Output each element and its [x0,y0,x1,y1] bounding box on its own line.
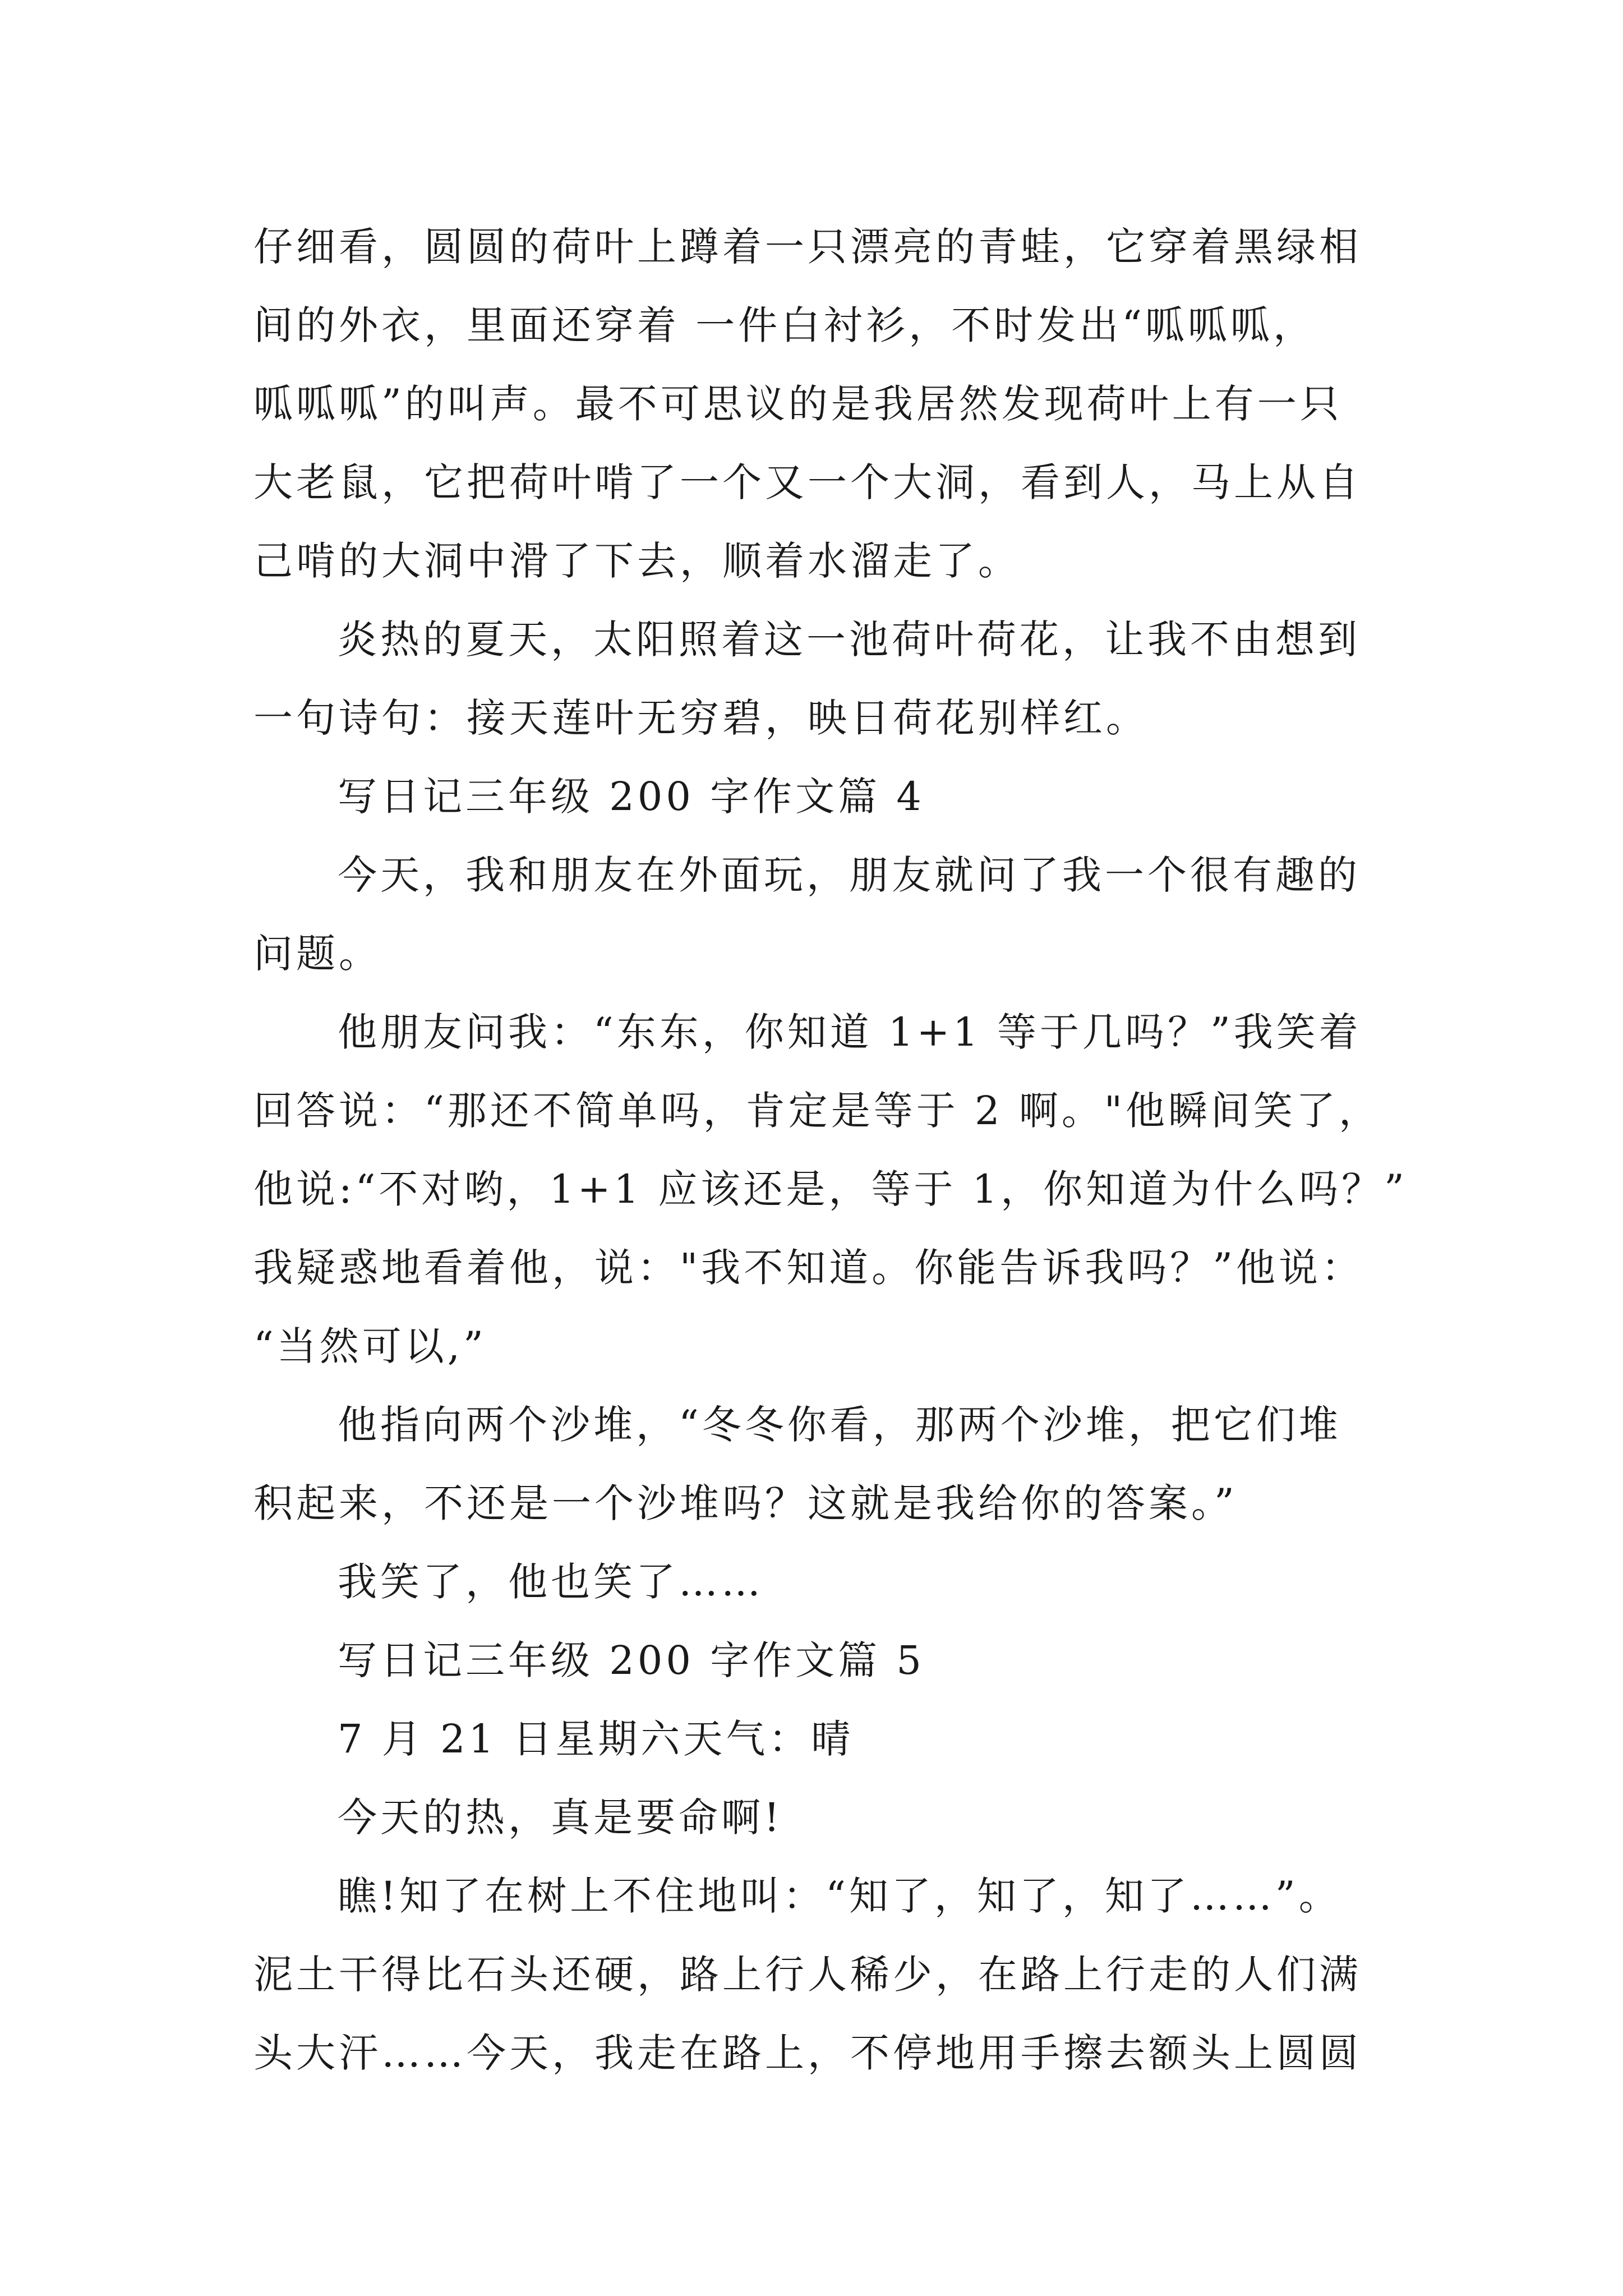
paragraph-line: 今天，我和朋友在外面玩，朋友就问了我一个很有趣的 [338,852,1361,898]
paragraph-line: 他指向两个沙堆，“冬冬你看，那两个沙堆，把它们堆 [338,1402,1341,1448]
paragraph-line: 问题。 [253,931,381,977]
diary-date-line: 7 月 21 日星期六天气：晴 [338,1716,854,1762]
paragraph-line: 他朋友问我：“东东，你知道 1+1 等于几吗？”我笑着 [338,1009,1362,1055]
paragraph-line: 回答说：“那还不简单吗，肯定是等于 2 啊。"他瞬间笑了， [253,1088,1382,1134]
paragraph-line: 今天的热，真是要命啊! [338,1795,783,1841]
paragraph-line: 间的外衣，里面还穿着 一件白衬衫，不时发出“呱呱呱， [253,302,1316,348]
paragraph-line: 一句诗句：接天莲叶无穷碧，映日荷花别样红。 [253,695,1149,741]
paragraph-line: 大老鼠，它把荷叶啃了一个又一个大洞，看到人，马上从自 [253,459,1362,505]
paragraph-line: 仔细看，圆圆的荷叶上蹲着一只漂亮的青蛙，它穿着黑绿相 [253,224,1362,270]
paragraph-line: “当然可以,” [253,1323,487,1369]
paragraph-line: 己啃的大洞中滑了下去，顺着水溜走了。 [253,538,1021,584]
paragraph-line: 我疑惑地看着他，说："我不知道。你能告诉我吗？”他说： [253,1245,1364,1291]
section-heading: 写日记三年级 200 字作文篇 4 [338,774,925,820]
paragraph-line: 炎热的夏天，太阳照着这一池荷叶荷花，让我不由想到 [338,616,1361,662]
document-body [253,208,1431,2092]
paragraph-line: 呱呱呱”的叫声。最不可思议的是我居然发现荷叶上有一只 [253,381,1343,427]
paragraph-line: 我笑了，他也笑了…… [338,1559,764,1605]
section-heading: 写日记三年级 200 字作文篇 5 [338,1637,925,1683]
paragraph-line: 积起来，不还是一个沙堆吗？这就是我给你的答案。” [253,1480,1238,1526]
paragraph-line: 他说:“不对哟，1+1 应该还是，等于 1，你知道为什么吗？” [253,1166,1408,1212]
paragraph-line: 头大汗……今天，我走在路上，不停地用手擦去额头上圆圆 [253,2030,1362,2076]
paragraph-line: 瞧!知了在树上不住地叫：“知了，知了，知了……”。 [338,1873,1341,1919]
paragraph-line: 泥土干得比石头还硬，路上行人稀少，在路上行走的人们满 [253,1952,1362,1998]
